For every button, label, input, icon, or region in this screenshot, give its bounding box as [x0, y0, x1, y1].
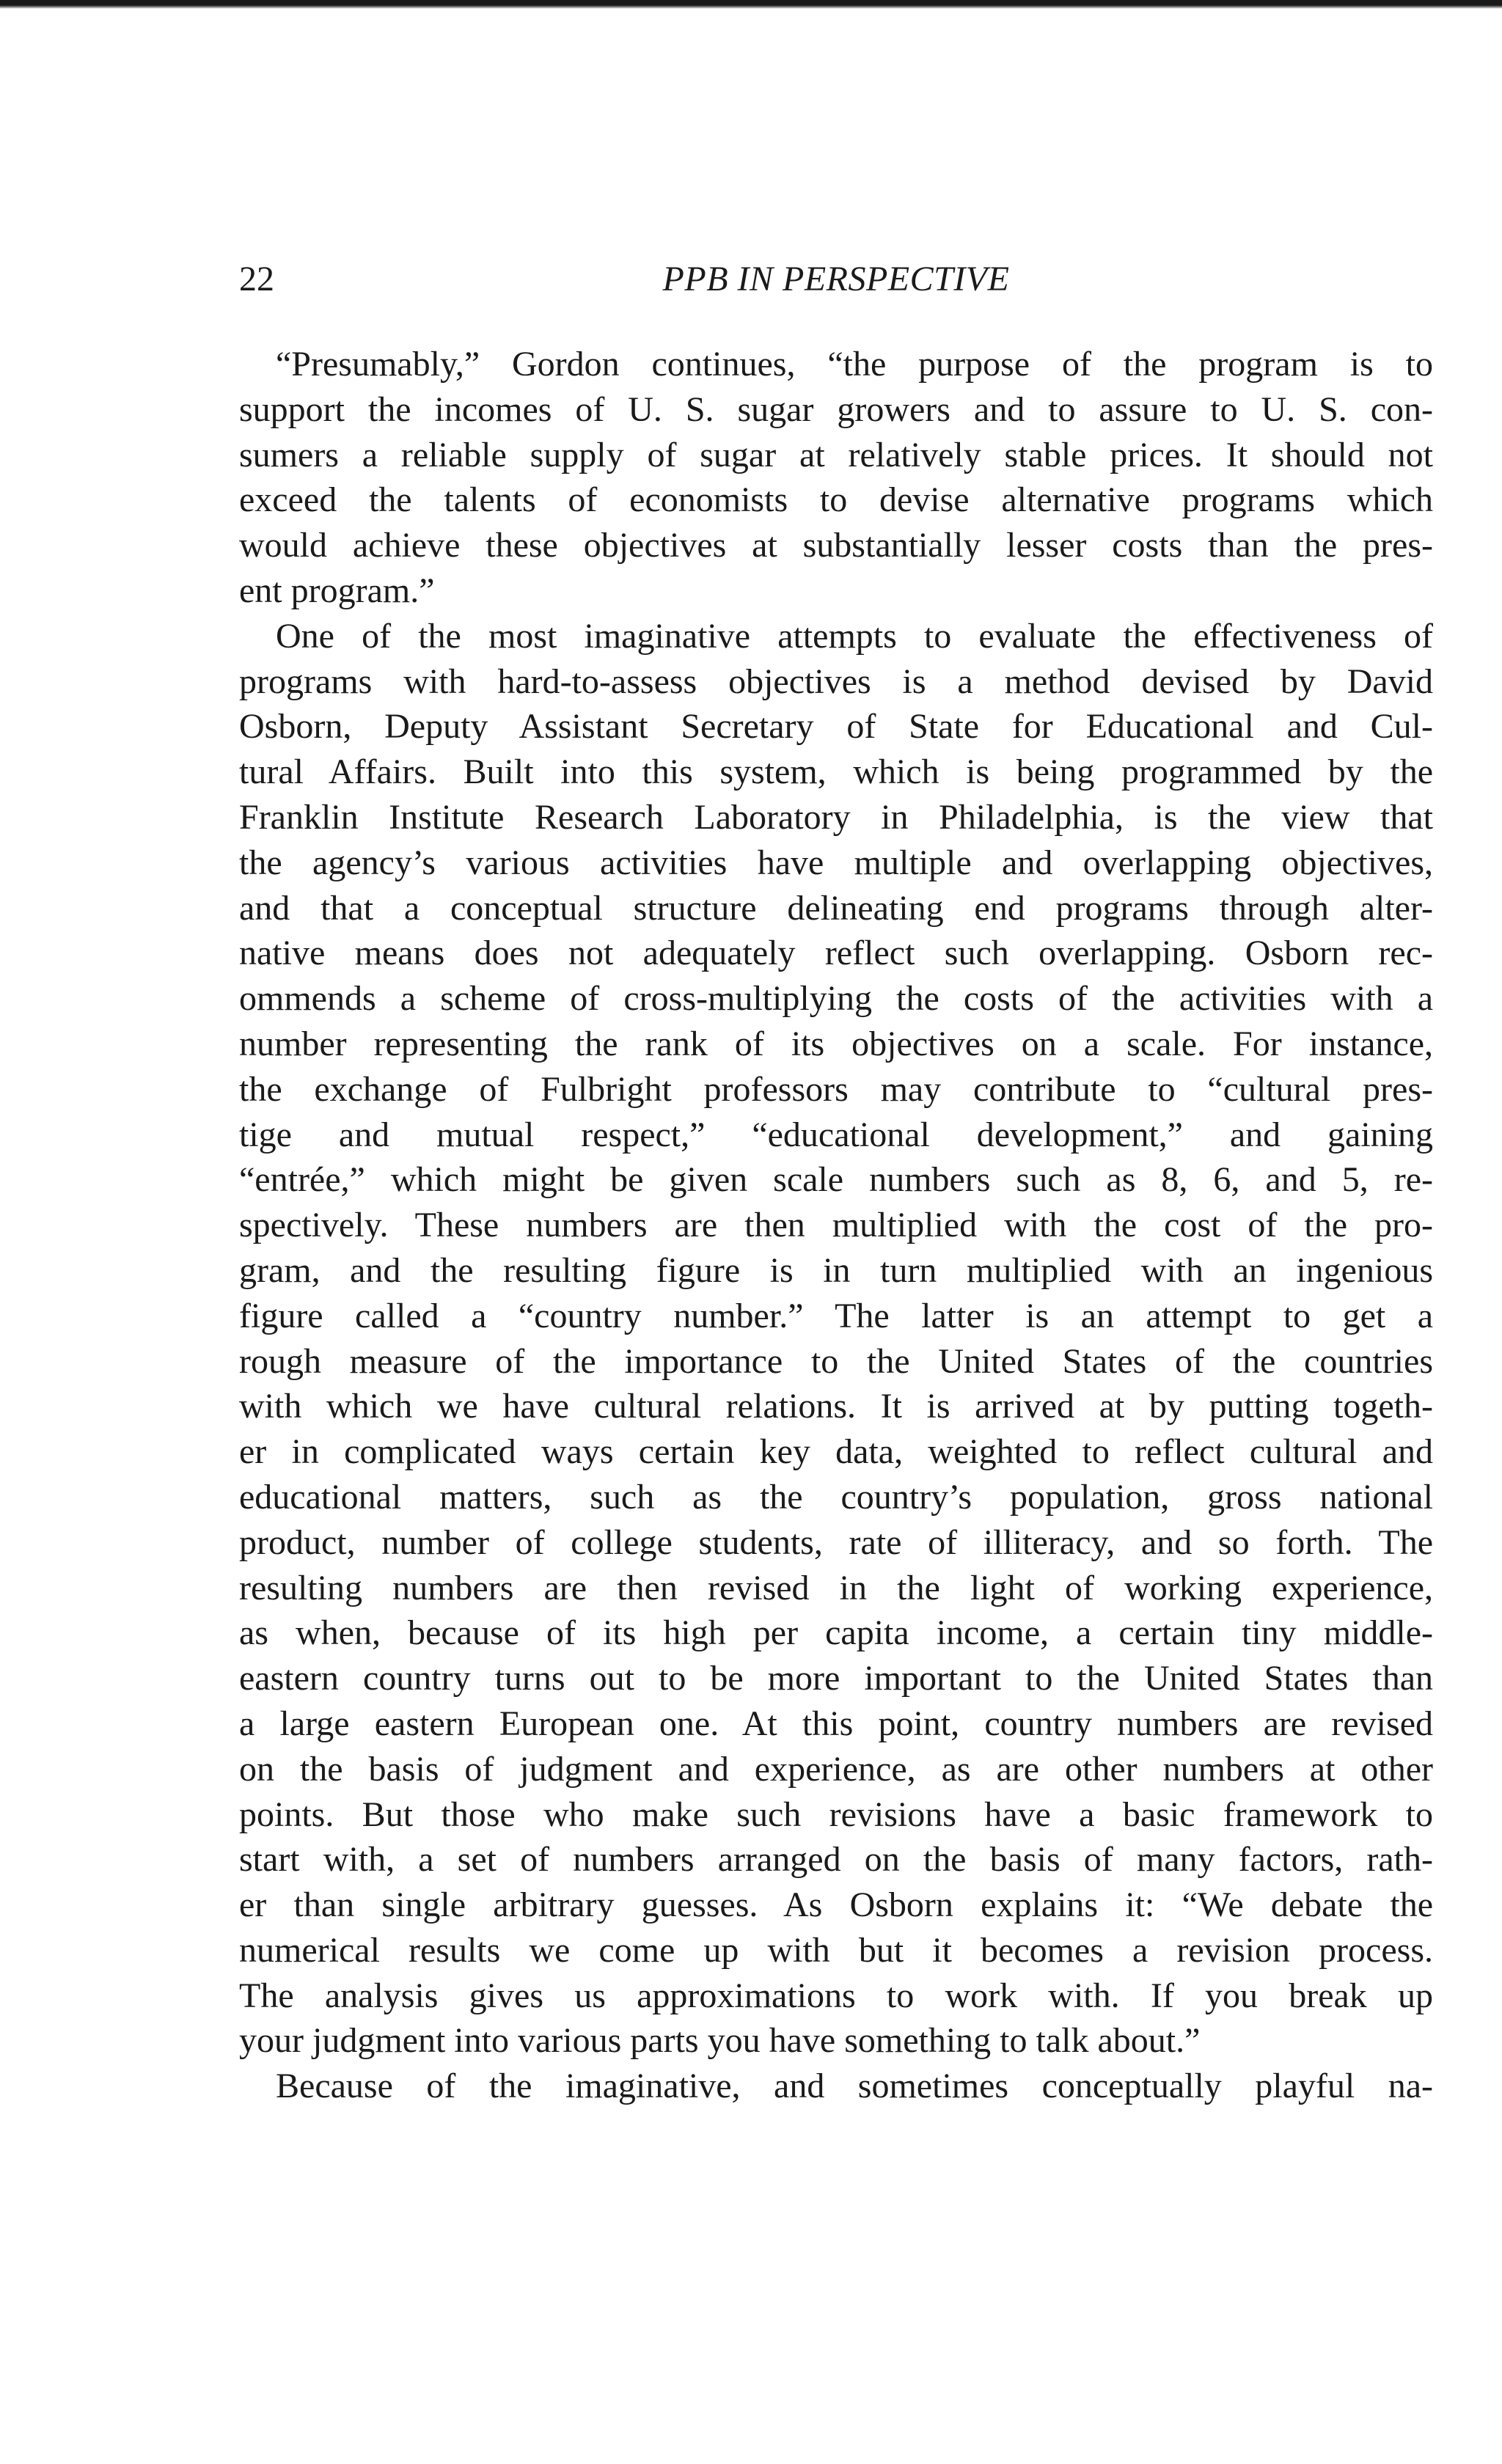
- text-line: er than single arbitrary guesses. As Osborn explains it: “We debate the: [239, 1885, 1433, 1925]
- text-line: ommends a scheme of cross-multiplying the costs of the activities with a: [239, 979, 1433, 1019]
- text-line: the exchange of Fulbright professors may contribute to “cultural pres-: [239, 1069, 1433, 1109]
- text-line: eastern country turns out to be more important to the United States than: [239, 1659, 1433, 1698]
- text-line: exceed the talents of economists to devise alternative programs which: [239, 480, 1433, 520]
- text-line: Because of the imaginative, and sometimes conceptually playful na-: [276, 2067, 1433, 2106]
- text-line: and that a conceptual structure delineating end programs through alter-: [239, 888, 1433, 928]
- text-line: on the basis of judgment and experience, as are other numbers at other: [239, 1749, 1433, 1789]
- text-line: as when, because of its high per capita income, a certain tiny middle-: [239, 1613, 1433, 1653]
- body-text: [239, 342, 1433, 2109]
- text-line: The analysis gives us approximations to work with. If you break up: [239, 1976, 1433, 2015]
- text-line: number representing the rank of its objectives on a scale. For instance,: [239, 1024, 1433, 1063]
- text-line: Franklin Institute Research Laboratory in Philadelphia, is the view that: [239, 797, 1433, 837]
- text-line: start with, a set of numbers arranged on the basis of many factors, rath-: [239, 1840, 1433, 1880]
- text-line: resulting numbers are then revised in the light of working experience,: [239, 1568, 1433, 1607]
- text-line: rough measure of the importance to the United States of the countries: [239, 1341, 1433, 1381]
- text-line: your judgment into various parts you have something to talk about.”: [239, 2021, 1201, 2061]
- text-line: educational matters, such as the country’s population, gross national: [239, 1477, 1433, 1517]
- text-line: numerical results we come up with but it becomes a revision process.: [239, 1930, 1433, 1970]
- running-head: PPB IN PERSPECTIVE: [662, 260, 1010, 298]
- text-line: “entrée,” which might be given scale numbers such as 8, 6, and 5, re-: [239, 1160, 1433, 1200]
- text-line: Osborn, Deputy Assistant Secretary of State for Educational and Cul-: [239, 707, 1433, 747]
- text-line: figure called a “country number.” The latter is an attempt to get a: [239, 1296, 1433, 1335]
- text-line: “Presumably,” Gordon continues, “the purpose of the program is to: [276, 345, 1433, 384]
- text-line: sumers a reliable supply of sugar at relatively stable prices. It should not: [239, 435, 1433, 474]
- text-line: One of the most imaginative attempts to evaluate the effectiveness of: [276, 616, 1433, 656]
- text-line: er in complicated ways certain key data, weighted to reflect cultural and: [239, 1432, 1433, 1472]
- text-line: support the incomes of U. S. sugar growers and to assure to U. S. con-: [239, 389, 1433, 429]
- text-line: ent program.”: [239, 571, 435, 610]
- text-line: gram, and the resulting figure is in turn multiplied with an ingenious: [239, 1250, 1433, 1290]
- text-line: spectively. These numbers are then multiplied with the cost of the pro-: [239, 1206, 1433, 1245]
- text-line: the agency’s various activities have multiple and overlapping objectives,: [239, 843, 1433, 882]
- text-line: points. But those who make such revisions have a basic framework to: [239, 1794, 1433, 1834]
- text-line: product, number of college students, rate of illiteracy, and so forth. The: [239, 1522, 1433, 1562]
- page-number: 22: [239, 260, 274, 298]
- text-line: with which we have cultural relations. It is arrived at by putting togeth-: [239, 1387, 1433, 1426]
- text-line: would achieve these objectives at substantially lesser costs than the pres-: [239, 526, 1433, 565]
- text-line: a large eastern European one. At this point, country numbers are revised: [239, 1704, 1433, 1743]
- text-line: native means does not adequately reflect such overlapping. Osborn rec-: [239, 934, 1433, 973]
- text-line: tural Affairs. Built into this system, which is being programmed by the: [239, 752, 1433, 792]
- text-line: tige and mutual respect,” “educational development,” and gaining: [239, 1115, 1433, 1154]
- top-edge-rule: [0, 0, 1502, 9]
- text-line: programs with hard-to-assess objectives is a method devised by David: [239, 661, 1433, 701]
- page-header: [239, 254, 1433, 305]
